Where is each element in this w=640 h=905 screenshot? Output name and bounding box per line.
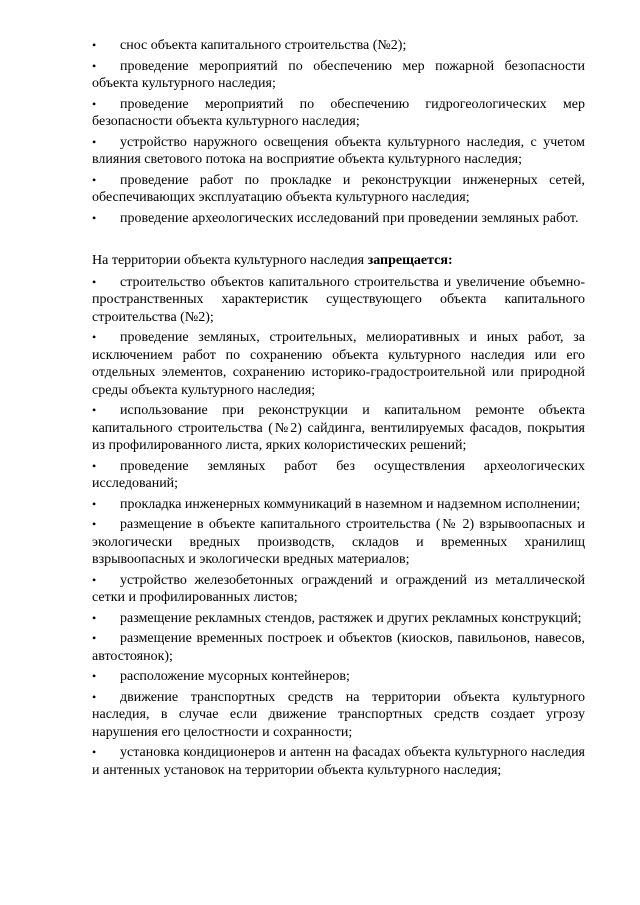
list-item — [92, 37, 585, 55]
list-item — [92, 516, 585, 569]
list-item — [92, 610, 585, 628]
bullet-icon: • — [92, 403, 97, 417]
list-item — [92, 210, 585, 228]
list-item-text: размещение рекламных стендов, растяжек и других рекламных конструкций; — [120, 610, 582, 626]
list-item-text: проведение мероприятий по обеспечению мер пожарной безопасности объекта культурного наследия; — [92, 58, 585, 91]
list-item — [92, 668, 585, 686]
list-item — [92, 572, 585, 607]
list-item — [92, 402, 585, 455]
bullet-icon: • — [92, 458, 97, 473]
prohibited-heading — [92, 252, 585, 270]
list-item-text: расположение мусорных контейнеров; — [120, 669, 350, 684]
list-item-text: проведение земляных работ без осуществления археологических исследований; — [92, 458, 585, 491]
list-item — [92, 134, 585, 169]
list-item — [92, 329, 585, 399]
list-item-text: строительство объектов капитального строительства и увеличение объемно-пространственных характеристик существующего объекта капитального строительства (№2); — [92, 274, 585, 325]
bullet-icon: • — [92, 572, 97, 587]
bullet-icon: • — [92, 134, 97, 149]
bullet-icon: • — [92, 669, 97, 683]
list-item-text: проведение мероприятий по обеспечению гидрогеологических мер безопасности объекта культурного наследия; — [92, 96, 585, 129]
list-item-text: устройство железобетонных ограждений и ограждений из металлической сетки и профилированных листов; — [92, 572, 585, 605]
bullet-icon: • — [92, 274, 97, 289]
prohibited-heading-text: На территории объекта культурного наследия — [92, 253, 368, 268]
list-item — [92, 58, 585, 93]
list-item — [92, 744, 585, 779]
allowed-works-list — [92, 37, 585, 227]
list-item-text: использование при реконструкции и капитальном ремонте объекта капитального строительства (№2) сайдинга, вентилируемых фасадов, покрытия из профилированного листа, ярких колористических решений; — [92, 403, 585, 453]
list-item-text: движение транспортных средств на территории объекта культурного наследия, в случае если движение транспортных средств создает угрозу нарушения его целостности и сохранности; — [92, 689, 585, 740]
bullet-icon: • — [92, 38, 97, 52]
bullet-icon: • — [92, 172, 97, 187]
list-item — [92, 496, 585, 514]
bullet-icon: • — [92, 610, 97, 625]
list-item-text: проведение работ по прокладке и реконструкции инженерных сетей, обеспечивающих эксплуатацию объекта культурного наследия; — [92, 172, 585, 205]
list-item-text: снос объекта капитального строительства (№2); — [120, 38, 407, 53]
list-item-text: устройство наружного освещения объекта культурного наследия, с учетом влияния светового потока на восприятие объекта культурного наследия; — [92, 134, 585, 167]
list-item-text: проведение археологических исследований при проведении земляных работ. — [120, 210, 579, 226]
list-item — [92, 96, 585, 131]
list-item — [92, 458, 585, 493]
bullet-icon: • — [92, 210, 97, 225]
list-item-text: размещение в объекте капитального строительства (№ 2) взрывоопасных и экологически вредных производств, складов и временных хранилищ взрывоопасных и экологически вредных материалов; — [92, 517, 585, 567]
list-item-text: установка кондиционеров и антенн на фасадах объекта культурного наследия и антенных установок на территории объекта культурного наследия; — [92, 745, 585, 778]
list-item — [92, 630, 585, 665]
bullet-icon: • — [92, 517, 97, 531]
section-gap — [92, 230, 585, 252]
list-item-text: размещение временных построек и объектов (киосков, павильонов, навесов, автостоянок); — [92, 631, 585, 664]
bullet-icon: • — [92, 745, 97, 759]
list-item-text: проведение земляных, строительных, мелиоративных и иных работ, за исключением работ по сохранению объекта культурного наследия или его отдельных элементов, сохранению историко-градостроительной или природной среды объекта культурного наследия; — [92, 330, 585, 398]
list-item — [92, 274, 585, 327]
prohibited-heading-emphasis: запрещается: — [367, 253, 453, 268]
bullet-icon: • — [92, 58, 97, 73]
list-item-text: прокладка инженерных коммуникаций в наземном и надземном исполнении; — [120, 496, 581, 512]
bullet-icon: • — [92, 631, 97, 645]
bullet-icon: • — [92, 689, 97, 704]
bullet-icon: • — [92, 96, 97, 111]
bullet-icon: • — [92, 496, 97, 511]
list-item — [92, 689, 585, 742]
bullet-icon: • — [92, 330, 97, 344]
prohibited-works-list — [92, 274, 585, 780]
list-item — [92, 172, 585, 207]
